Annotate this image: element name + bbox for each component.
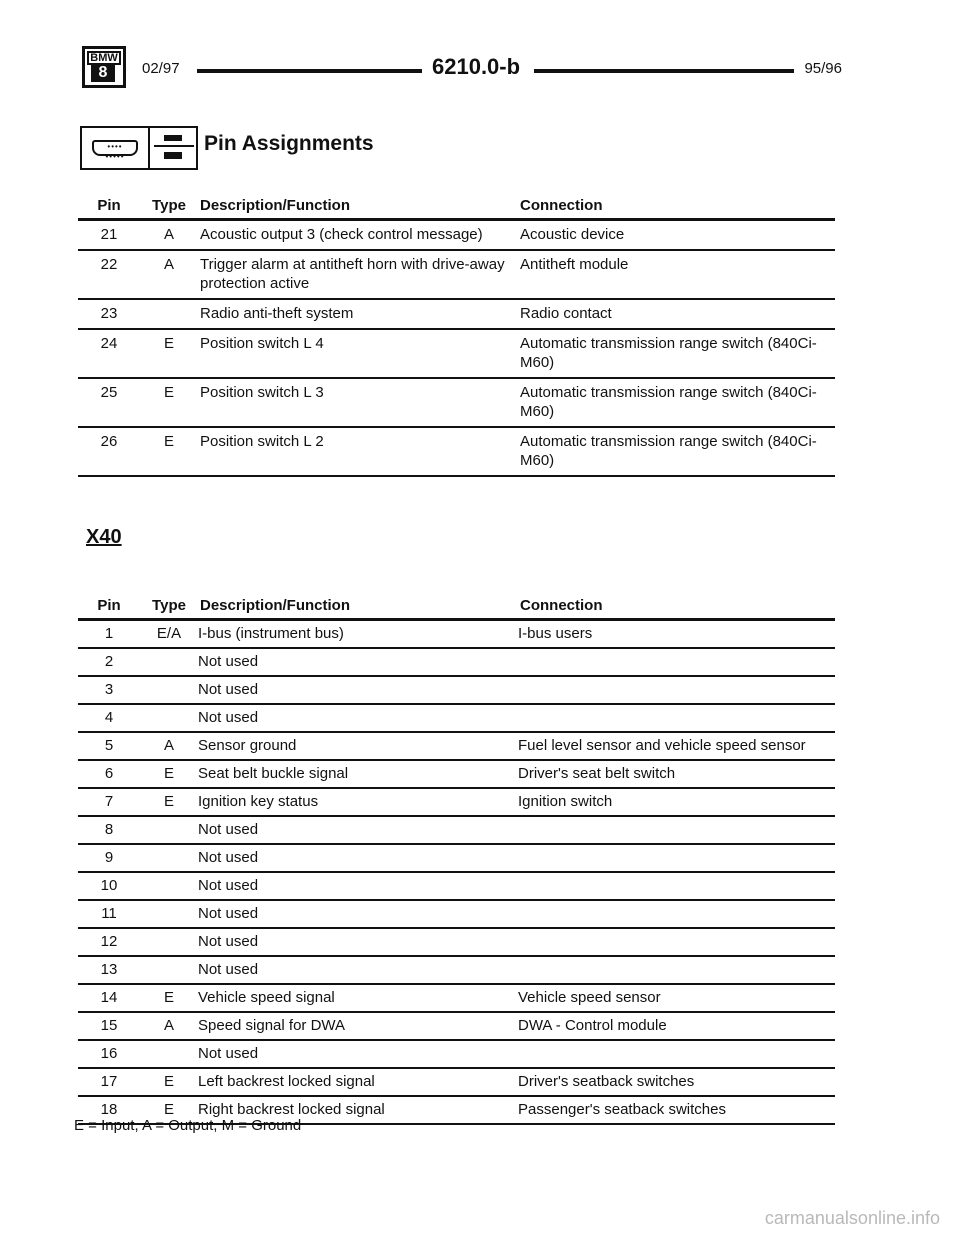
pin-cell: 21 xyxy=(78,220,140,251)
header-rule-right xyxy=(534,69,794,73)
connection-cell xyxy=(518,816,835,844)
column-header-description: Description/Function xyxy=(198,596,518,620)
table-row xyxy=(78,788,835,816)
column-header-connection: Connection xyxy=(518,596,835,620)
table-row xyxy=(78,1012,835,1040)
description-cell: Not used xyxy=(198,816,518,844)
type-cell: E xyxy=(140,378,198,427)
column-header-pin: Pin xyxy=(78,596,140,620)
description-cell: Not used xyxy=(198,704,518,732)
description-cell: Trigger alarm at antitheft horn with drive-away protection active xyxy=(198,250,518,299)
table-row xyxy=(78,427,835,476)
description-cell: Not used xyxy=(198,928,518,956)
table-row xyxy=(78,648,835,676)
connection-cell: Acoustic device xyxy=(518,220,835,251)
pin-cell: 7 xyxy=(78,788,140,816)
pin-cell: 12 xyxy=(78,928,140,956)
column-header-type: Type xyxy=(140,596,198,620)
document-code: 6210.0-b xyxy=(432,54,521,79)
table-row xyxy=(78,620,835,649)
type-cell xyxy=(140,816,198,844)
pin-cell: 25 xyxy=(78,378,140,427)
switch-icon xyxy=(148,126,198,170)
description-cell: Seat belt buckle signal xyxy=(198,760,518,788)
pin-cell: 9 xyxy=(78,844,140,872)
pin-cell: 3 xyxy=(78,676,140,704)
connection-cell: Driver's seat belt switch xyxy=(518,760,835,788)
table-row xyxy=(78,732,835,760)
pin-cell: 13 xyxy=(78,956,140,984)
connection-cell: Antitheft module xyxy=(518,250,835,299)
header-date: 02/97 xyxy=(142,60,180,77)
description-cell: Position switch L 4 xyxy=(198,329,518,378)
connection-cell xyxy=(518,704,835,732)
description-cell: I-bus (instrument bus) xyxy=(198,620,518,649)
pin-cell: 4 xyxy=(78,704,140,732)
table-row xyxy=(78,1040,835,1068)
type-legend: E = Input, A = Output, M = Ground xyxy=(74,1117,302,1134)
column-header-connection: Connection xyxy=(518,196,835,220)
type-cell xyxy=(140,676,198,704)
table-row xyxy=(78,900,835,928)
connection-cell: Fuel level sensor and vehicle speed sensor xyxy=(518,732,835,760)
table-row xyxy=(78,816,835,844)
bmw-8-series-logo-icon xyxy=(82,46,126,88)
pin-cell: 11 xyxy=(78,900,140,928)
connection-cell xyxy=(518,956,835,984)
table-row xyxy=(78,928,835,956)
table-row xyxy=(78,676,835,704)
description-cell: Vehicle speed signal xyxy=(198,984,518,1012)
connection-cell xyxy=(518,1040,835,1068)
type-cell xyxy=(140,704,198,732)
table-row xyxy=(78,956,835,984)
connection-cell: Automatic transmission range switch (840Ci-M60) xyxy=(518,427,835,476)
connection-cell xyxy=(518,900,835,928)
pin-cell: 16 xyxy=(78,1040,140,1068)
table-row xyxy=(78,299,835,329)
connection-cell xyxy=(518,648,835,676)
connection-cell: Vehicle speed sensor xyxy=(518,984,835,1012)
table-header-row xyxy=(78,196,835,220)
type-cell: E xyxy=(140,1068,198,1096)
table-row xyxy=(78,329,835,378)
column-header-pin: Pin xyxy=(78,196,140,220)
connection-cell: Radio contact xyxy=(518,299,835,329)
pin-cell: 14 xyxy=(78,984,140,1012)
type-cell: E xyxy=(140,984,198,1012)
pin-cell: 17 xyxy=(78,1068,140,1096)
connection-cell xyxy=(518,844,835,872)
description-cell: Speed signal for DWA xyxy=(198,1012,518,1040)
connection-cell xyxy=(518,872,835,900)
description-cell: Not used xyxy=(198,844,518,872)
type-cell: A xyxy=(140,250,198,299)
description-cell: Right backrest locked signal xyxy=(198,1096,518,1124)
type-cell xyxy=(140,900,198,928)
table-row xyxy=(78,844,835,872)
table-header-row xyxy=(78,596,835,620)
pin-cell: 10 xyxy=(78,872,140,900)
pin-cell: 23 xyxy=(78,299,140,329)
type-cell: E xyxy=(140,329,198,378)
type-cell xyxy=(140,872,198,900)
connector-label: X40 xyxy=(86,526,122,548)
pin-cell: 15 xyxy=(78,1012,140,1040)
connection-cell: Driver's seatback switches xyxy=(518,1068,835,1096)
table-row xyxy=(78,220,835,251)
logo-number: 8 xyxy=(91,64,115,82)
connection-cell: Automatic transmission range switch (840Ci-M60) xyxy=(518,378,835,427)
pin-cell: 26 xyxy=(78,427,140,476)
description-cell: Sensor ground xyxy=(198,732,518,760)
pin-cell: 2 xyxy=(78,648,140,676)
connector-pins-icon: •••• ••••• xyxy=(80,126,150,170)
connection-cell xyxy=(518,676,835,704)
description-cell: Position switch L 2 xyxy=(198,427,518,476)
description-cell: Left backrest locked signal xyxy=(198,1068,518,1096)
table-row xyxy=(78,378,835,427)
description-cell: Not used xyxy=(198,900,518,928)
table-row xyxy=(78,1068,835,1096)
connection-cell: Passenger's seatback switches xyxy=(518,1096,835,1124)
logo-brand: BMW xyxy=(87,51,121,65)
pin-cell: 18 xyxy=(78,1096,140,1124)
section-title: Pin Assignments xyxy=(204,132,374,155)
connection-cell: Ignition switch xyxy=(518,788,835,816)
description-cell: Not used xyxy=(198,648,518,676)
pin-cell: 8 xyxy=(78,816,140,844)
description-cell: Not used xyxy=(198,872,518,900)
connection-cell: I-bus users xyxy=(518,620,835,649)
type-cell: A xyxy=(140,1012,198,1040)
type-cell: E xyxy=(140,788,198,816)
description-cell: Radio anti-theft system xyxy=(198,299,518,329)
type-cell xyxy=(140,299,198,329)
pin-table-upper xyxy=(78,196,835,477)
type-cell: E/A xyxy=(140,620,198,649)
pin-cell: 6 xyxy=(78,760,140,788)
description-cell: Acoustic output 3 (check control message) xyxy=(198,220,518,251)
table-row xyxy=(78,250,835,299)
pin-cell: 1 xyxy=(78,620,140,649)
type-cell xyxy=(140,648,198,676)
pin-cell: 5 xyxy=(78,732,140,760)
table-row xyxy=(78,984,835,1012)
table-row xyxy=(78,704,835,732)
connection-cell xyxy=(518,928,835,956)
page-header xyxy=(82,46,842,90)
description-cell: Not used xyxy=(198,1040,518,1068)
section-heading xyxy=(80,120,480,176)
description-cell: Not used xyxy=(198,676,518,704)
type-cell: A xyxy=(140,732,198,760)
header-model-years: 95/96 xyxy=(804,60,842,77)
watermark: carmanualsonline.info xyxy=(764,1208,940,1228)
type-cell xyxy=(140,844,198,872)
type-cell: A xyxy=(140,220,198,251)
description-cell: Not used xyxy=(198,956,518,984)
type-cell: E xyxy=(140,1096,198,1124)
type-cell xyxy=(140,1040,198,1068)
table-row xyxy=(78,872,835,900)
connection-cell: DWA - Control module xyxy=(518,1012,835,1040)
pin-cell: 22 xyxy=(78,250,140,299)
description-cell: Position switch L 3 xyxy=(198,378,518,427)
column-header-description: Description/Function xyxy=(198,196,518,220)
type-cell: E xyxy=(140,760,198,788)
type-cell xyxy=(140,928,198,956)
connection-cell: Automatic transmission range switch (840Ci-M60) xyxy=(518,329,835,378)
description-cell: Ignition key status xyxy=(198,788,518,816)
type-cell: E xyxy=(140,427,198,476)
pin-table-x40 xyxy=(78,596,835,1125)
header-rule-left xyxy=(197,69,422,73)
pin-cell: 24 xyxy=(78,329,140,378)
type-cell xyxy=(140,956,198,984)
table-row xyxy=(78,760,835,788)
column-header-type: Type xyxy=(140,196,198,220)
